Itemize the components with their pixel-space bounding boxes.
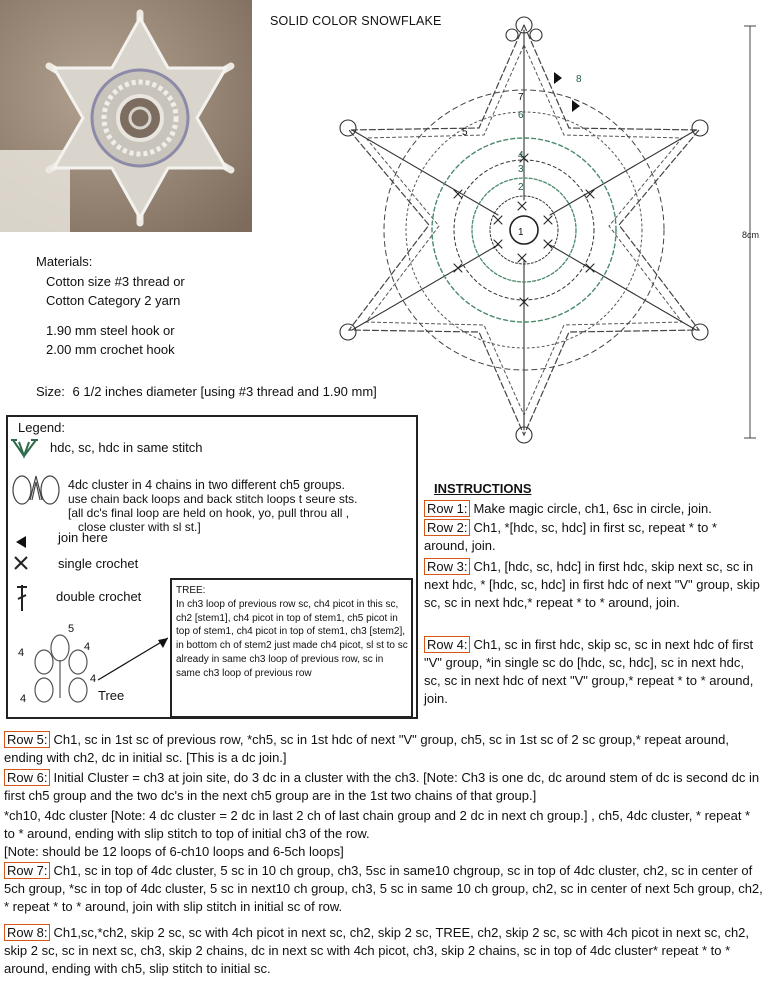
- row-6-cluster-note: *ch10, 4dc cluster [Note: 4 dc cluster = 2 dc in last 2 ch of last chain group and 2 dc in next ch group.] , ch5, 4dc cluster, * repeat * to * around, ending with slip stitch to top of initial ch3 of the row.: [4, 808, 751, 841]
- legend-sc-text: single crochet: [58, 556, 139, 571]
- snowflake-photo: [0, 0, 252, 232]
- round-number-1: 1: [518, 227, 524, 238]
- row-7: Row 7: Ch1, sc in top of 4dc cluster, 5 sc in 10 ch group, ch3, 5sc in same10 chgroup, sc in top of 4dc cluster, ch2, sc in center of 5ch group, *sc in top of 4dc cluster, 5 sc in next10 ch group, ch3, 5 sc in same 10 ch group, ch2, sc in center of next 5ch group, ch2, * repeat * to * around, join with slip stitch in initial sc of row.: [4, 863, 763, 914]
- svg-text:5: 5: [68, 623, 75, 635]
- round-number-2: 2: [518, 182, 524, 193]
- row-6-label: Row 6:: [4, 769, 50, 786]
- round-number-5: 5: [462, 127, 468, 138]
- row-1: Row 1: Make magic circle, ch1, 6sc in circle, join.: [424, 500, 764, 518]
- row-3-label: Row 3:: [424, 558, 470, 575]
- legend-title: Legend:: [18, 420, 65, 435]
- material-line: 1.90 mm steel hook or: [46, 322, 175, 338]
- size-label: Size:: [36, 384, 65, 399]
- size-line: [36, 384, 377, 399]
- materials-section: [36, 252, 185, 360]
- legend-hdc-text: hdc, sc, hdc in same stitch: [50, 440, 203, 455]
- round-number-8: 8: [576, 74, 582, 85]
- row-8: Row 8: Ch1,sc,*ch2, skip 2 sc, sc with 4ch picot in next sc, ch2, skip 2 sc, TREE, ch2, skip 2 sc, sc with 4ch picot in next sc, ch2, skip 2 sc, sc in next sc, ch3, skip 2 chains, dc in next sc with 4ch picot, ch3, skip 2 chains, sc in top of 4dc cluster* repeat * to * around, ending with ch5, slip stitch to initial sc.: [4, 925, 750, 976]
- row-2: Row 2: Ch1, *[hdc, sc, hdc] in first sc, repeat * to * around, join.: [424, 520, 717, 553]
- row-7-label: Row 7:: [4, 862, 50, 879]
- size-value: 6 1/2 inches diameter: [72, 384, 197, 399]
- page-title: SOLID COLOR SNOWFLAKE: [270, 14, 442, 28]
- row-5: Row 5: Ch1, sc in 1st sc of previous row, *ch5, sc in 1st hdc of next "V" group, ch5, sc in 1st sc of 2 sc group,* repeat around, ending with ch2, dc in initial sc. [This is a dc join.]: [4, 732, 729, 765]
- row-3: Row 3: Ch1, [hdc, sc, hdc] in first hdc, skip next sc, sc in next hdc, * [hdc, sc, hdc] in first hdc of next "V" group, skip sc, sc in next hdc,* repeat * to * around, join.: [424, 559, 760, 610]
- row-6-loops-note: [Note: should be 12 loops of 6-ch10 loops and 6-5ch loops]: [4, 844, 344, 859]
- round-number-7: 7: [518, 92, 524, 103]
- tree-motif-icon: [8, 620, 168, 710]
- instructions-heading: INSTRUCTIONS: [434, 481, 532, 496]
- legend-join-text: join here: [58, 530, 108, 545]
- tree-definition-text: [176, 584, 408, 681]
- materials-heading: Materials:: [36, 254, 93, 269]
- round-number-6: 6: [518, 110, 524, 121]
- svg-text:4: 4: [20, 693, 27, 705]
- single-crochet-icon: [12, 554, 30, 572]
- row-1-label: Row 1:: [424, 500, 470, 517]
- legend-dc-text: double crochet: [56, 589, 142, 604]
- svg-text:4: 4: [84, 641, 91, 653]
- dimension-label: 8cm: [742, 230, 760, 240]
- hdc-sc-hdc-icon: [10, 436, 40, 460]
- material-line: 2.00 mm crochet hook: [46, 342, 175, 357]
- join-arrow-icon: [14, 534, 30, 550]
- svg-text:4: 4: [90, 673, 97, 685]
- size-note: [using #3 thread and 1.90 mm]: [200, 384, 377, 399]
- legend-cluster-text: 4dc cluster in 4 chains in two different ch5 groups. use chain back loops and back stitch loops t seure sts. [all dc's final loop are held on hook, yo, pull throu all , close cluster with sl st.]: [68, 478, 358, 534]
- legend-tree-label: Tree: [98, 688, 125, 703]
- tree-body: In ch3 loop of previous row sc, ch4 picot in this sc, ch2 [stem1], ch4 picot in top of stem1, ch5 picot in top of stem1, ch4 picot in top of stem1, ch3 [stem2], in bottom ch of stem2 just made ch4 picot, sl st to sc already in same ch3 loop of previous row, sc in same ch3 loop of previous row: [176, 598, 408, 679]
- round-number-3: 3: [518, 164, 524, 175]
- tree-heading: TREE:: [176, 585, 206, 596]
- row-6: Row 6: Initial Cluster = ch3 at join site, do 3 dc in a cluster with the ch3. [Note: Ch3 is one dc, dc around stem of dc is second dc in first ch5 group and the two dc's in the next ch5 group are in the 1st two chains of that group.]: [4, 770, 760, 803]
- double-crochet-icon: [14, 583, 30, 613]
- row-4-label: Row 4:: [424, 636, 470, 653]
- svg-text:4: 4: [18, 647, 25, 659]
- material-line: Cotton size #3 thread or: [46, 273, 185, 289]
- material-line: Cotton Category 2 yarn: [46, 293, 181, 308]
- row-5-label: Row 5:: [4, 731, 50, 748]
- row-4: Row 4: Ch1, sc in first hdc, skip sc, sc in next hdc of first "V" group, *in single sc do [hdc, sc, hdc], sc in next hdc, sc, sc in next hdc of next "V" group,* repeat * to * around, join.: [424, 637, 754, 706]
- row-8-label: Row 8:: [4, 924, 50, 941]
- round-number-4: 4: [518, 150, 524, 161]
- row-2-label: Row 2:: [424, 519, 470, 536]
- cluster-icon: [8, 470, 64, 510]
